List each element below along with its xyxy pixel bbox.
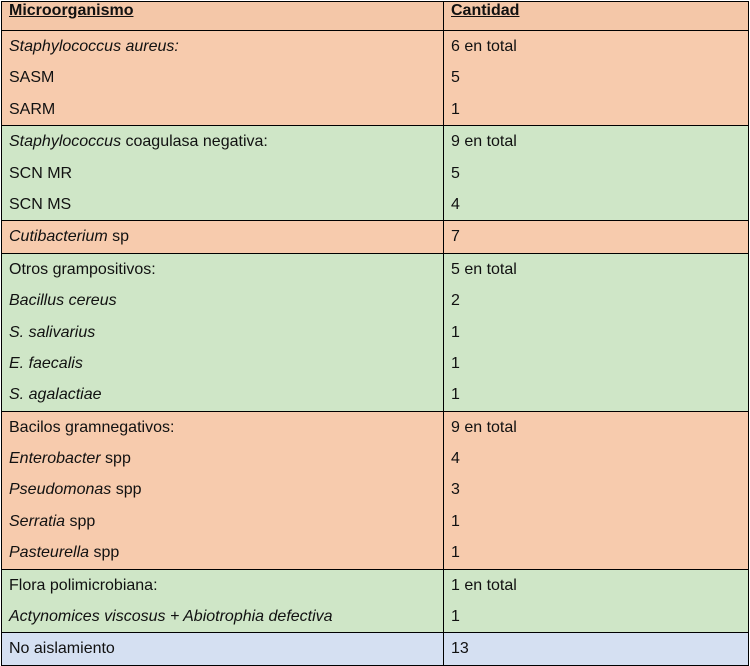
- organism-name: [9, 158, 443, 189]
- organism-name: [9, 31, 443, 62]
- organism-name: [9, 601, 443, 632]
- organism-name: [9, 221, 443, 252]
- quantity-cell: [444, 221, 749, 253]
- organism-text: S. agalactiae: [9, 386, 102, 404]
- organism-text: coagulasa negativa:: [121, 133, 268, 151]
- quantity-cell: [444, 411, 749, 569]
- organism-text: spp: [65, 512, 96, 530]
- table-group: [2, 221, 749, 253]
- quantity-value: 9 en total: [451, 133, 517, 151]
- table-group: [2, 31, 749, 126]
- organism-cell: [2, 569, 444, 633]
- organism-text: Cutibacterium: [9, 228, 108, 246]
- organism-name: [9, 189, 443, 220]
- quantity-cell: [444, 31, 749, 126]
- quantity-cell: [444, 569, 749, 633]
- quantity-value: 4: [451, 450, 460, 468]
- table-group: [2, 569, 749, 633]
- organism-name: [9, 317, 443, 348]
- quantity-value: 1: [451, 323, 460, 341]
- table-group: [2, 411, 749, 569]
- quantity-value: 4: [451, 195, 460, 213]
- organism-text: Staphylococcus aureus:: [9, 38, 179, 55]
- quantity-value: 5 en total: [451, 260, 517, 278]
- organism-name: [9, 348, 443, 379]
- organism-text: Bacillus cereus: [9, 292, 117, 310]
- quantity-value: 3: [451, 481, 460, 499]
- quantity-value: 1: [451, 608, 460, 626]
- quantity-cell: [444, 253, 749, 411]
- quantity-cell: [444, 126, 749, 221]
- quantity-value: 5: [451, 69, 460, 87]
- table-group: [2, 633, 749, 665]
- organism-text: Actynomices viscosus + Abiotrophia defectiva: [9, 608, 333, 626]
- quantity-value: 7: [451, 228, 460, 246]
- organism-text: spp: [111, 481, 142, 499]
- organism-cell: [2, 253, 444, 411]
- organism-text: S. salivarius: [9, 323, 96, 341]
- organism-name: [9, 62, 443, 93]
- quantity-value: 5: [451, 164, 460, 182]
- organism-text: SASM: [9, 69, 55, 87]
- table-body: [2, 31, 749, 666]
- microorganism-table: [1, 1, 749, 666]
- header-microorganismo: Microorganismo: [2, 2, 444, 31]
- organism-text: SCN MS: [9, 195, 72, 213]
- organism-text: SARM: [9, 100, 56, 118]
- quantity-value: 1: [451, 100, 460, 118]
- quantity-value: 1: [451, 512, 460, 530]
- organism-cell: [2, 221, 444, 253]
- quantity-cell: [444, 633, 749, 665]
- organism-text: Staphylococcus: [9, 133, 122, 151]
- organism-text: Bacilos gramnegativos:: [9, 418, 175, 436]
- header-cantidad: Cantidad: [444, 2, 749, 31]
- organism-name: [9, 285, 443, 316]
- table-header-row: [2, 2, 749, 31]
- organism-name: [9, 474, 443, 505]
- quantity-value: 1: [451, 544, 460, 562]
- quantity-value: 9 en total: [451, 418, 517, 436]
- quantity-value: 6 en total: [451, 38, 517, 55]
- table-group: [2, 253, 749, 411]
- organism-text: Flora polimicrobiana:: [9, 576, 158, 594]
- organism-name: [9, 379, 443, 410]
- organism-text: Serratia: [9, 512, 66, 530]
- quantity-value: 13: [451, 640, 469, 658]
- organism-name: [9, 254, 443, 285]
- organism-name: [9, 506, 443, 537]
- organism-text: Enterobacter: [9, 450, 101, 468]
- organism-text: sp: [107, 228, 130, 246]
- organism-name: [9, 570, 443, 601]
- organism-text: No aislamiento: [9, 640, 115, 658]
- organism-text: E. faecalis: [9, 354, 83, 372]
- organism-text: spp: [89, 544, 120, 562]
- organism-name: [9, 94, 443, 125]
- quantity-value: 1 en total: [451, 576, 517, 594]
- organism-text: Otros grampositivos:: [9, 260, 156, 278]
- organism-name: [9, 412, 443, 443]
- organism-cell: [2, 31, 444, 126]
- organism-name: [9, 443, 443, 474]
- organism-name: [9, 126, 443, 157]
- organism-text: Pasteurella: [9, 544, 90, 562]
- organism-cell: [2, 411, 444, 569]
- organism-cell: [2, 126, 444, 221]
- organism-text: spp: [100, 450, 131, 468]
- quantity-value: 1: [451, 386, 460, 404]
- table-group: [2, 126, 749, 221]
- organism-cell: [2, 633, 444, 665]
- organism-text: SCN MR: [9, 164, 73, 182]
- quantity-value: 2: [451, 292, 460, 310]
- quantity-value: 1: [451, 354, 460, 372]
- organism-name: [9, 537, 443, 568]
- organism-text: Pseudomonas: [9, 481, 112, 499]
- organism-name: [9, 633, 443, 664]
